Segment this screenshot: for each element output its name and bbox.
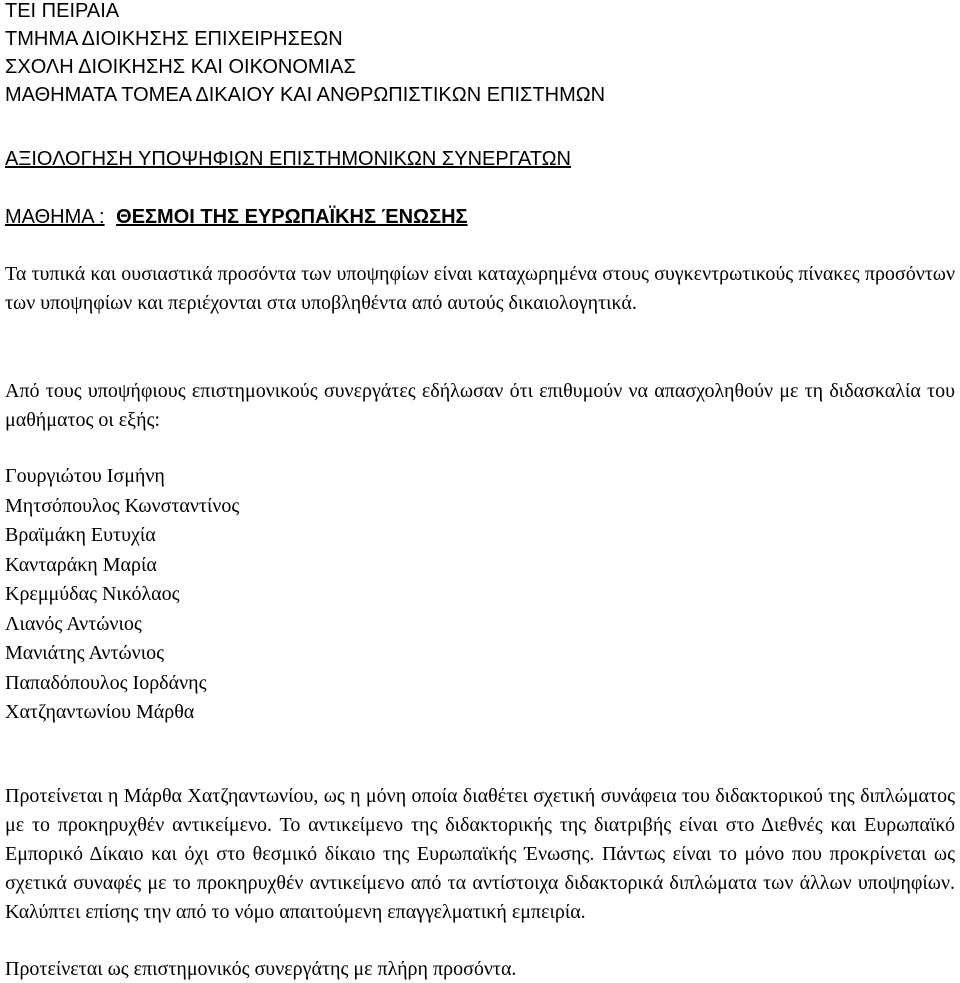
course-label: ΜΑΘΗΜΑ : <box>5 206 105 228</box>
list-item: Λιανός Αντώνιος <box>5 612 142 635</box>
list-item: Γουργιώτου Ισμήνη <box>5 465 165 487</box>
list-item: Παπαδόπουλος Ιορδάνης <box>5 671 207 694</box>
proposal-paragraph: Προτείνεται η Μάρθα Χατζηαντωνίου, ως η μόνη οποία διαθέτει σχετική συνάφεια του διδακτορικού της διπλώματος με το προκηρυχθέν αντικείμενο. Το αντικείμενο της διδακτορικής της διατριβής είναι στο Διεθνές και Ευρωπαϊκό Εμπορικό Δίκαιο και όχι στο θεσμικό δίκαιο της Ευρωπαϊκής Ένωσης. Πάντως είναι το μόνο που προκρίνεται ως σχετικά συναφές με το προκηρυχθέν αντικείμενο από τα αντίστοιχα διδακτορικά διπλώματα των άλλων υποψηφίων. Καλύπτει επίσης την από το νόμο απαιτούμενη επαγγελματική εμπειρία. <box>5 785 955 923</box>
list-item: Κρεμμύδας Νικόλαος <box>5 583 180 605</box>
list-item: Βραϊμάκη Ευτυχία <box>5 524 156 546</box>
course-heading <box>5 203 468 231</box>
header-line-institution: ΤΕΙ ΠΕΙΡΑΙΑ <box>5 0 120 22</box>
header-line-department: ΤΜΗΜΑ ΔΙΟΙΚΗΣΗΣ ΕΠΙΧΕΙΡΗΣΕΩΝ <box>5 28 343 50</box>
candidates-intro-paragraph: Από τους υποψήφιους επιστημονικούς συνεργάτες εδήλωσαν ότι επιθυμούν να απασχοληθούν με τη διδασκαλία του μαθήματος οι εξής: <box>5 380 955 431</box>
list-item: Μανιάτης Αντώνιος <box>5 642 165 664</box>
candidate-list <box>5 462 239 728</box>
course-name: ΘΕΣΜΟΙ ΤΗΣ ΕΥΡΩΠΑΪΚΗΣ ΈΝΩΣΗΣ <box>116 206 468 228</box>
header-line-school: ΣΧΟΛΗ ΔΙΟΙΚΗΣΗΣ ΚΑΙ ΟΙΚΟΝΟΜΙΑΣ <box>5 56 356 78</box>
list-item: Χατζηαντωνίου Μάρθα <box>5 701 195 723</box>
list-item: Κανταράκη Μαρία <box>5 553 157 576</box>
institution-header <box>5 0 605 109</box>
evaluation-title: ΑΞΙΟΛΟΓΗΣΗ ΥΠΟΨΗΦΙΩΝ ΕΠΙΣΤΗΜΟΝΙΚΩΝ ΣΥΝΕΡΓΑΤΩΝ <box>5 148 571 170</box>
list-item: Μητσόπουλος Κωνσταντίνος <box>5 494 240 517</box>
qualifications-paragraph: Τα τυπικά και ουσιαστικά προσόντα των υποψηφίων είναι καταχωρημένα στους συγκεντρωτικούς πίνακες προσόντων των υποψηφίων και περιέχονται στα υποβληθέντα από αυτούς δικαιολογητικά. <box>5 263 955 314</box>
closing-line: Προτείνεται ως επιστημονικός συνεργάτης με πλήρη προσόντα. <box>5 958 517 980</box>
header-line-courses-sector: ΜΑΘΗΜΑΤΑ ΤΟΜΕΑ ΔΙΚΑΙΟΥ ΚΑΙ ΑΝΘΡΩΠΙΣΤΙΚΩΝ ΕΠΙΣΤΗΜΩΝ <box>5 84 606 106</box>
